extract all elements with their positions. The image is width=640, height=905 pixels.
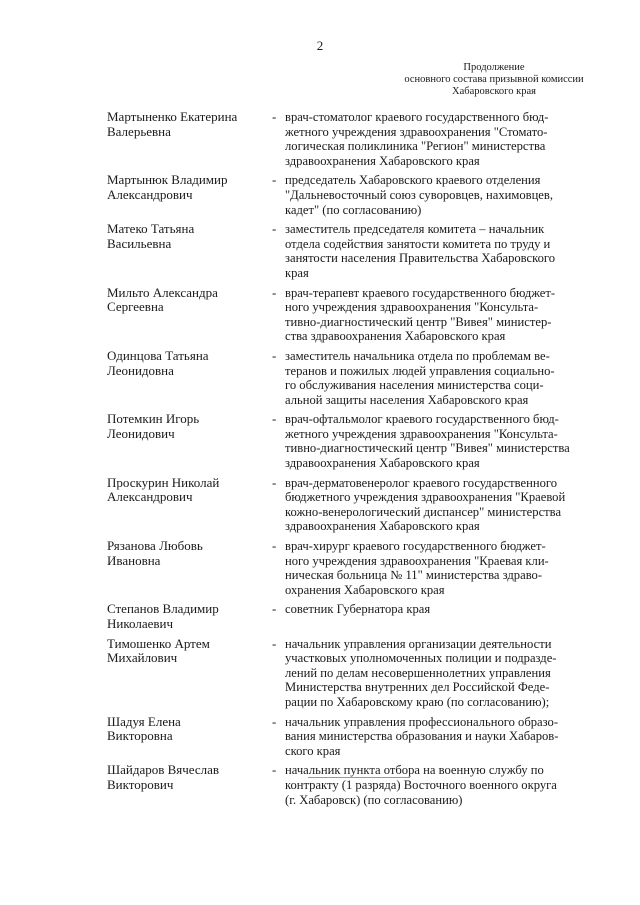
member-position: начальник пункта отбора на военную службу по контракту (1 разряда) Восточного военного округа (г. Хабаровск) (по согласованию) (285, 763, 557, 807)
member-name: Мартыненко Екатерина Валерьевна (107, 109, 238, 139)
member-name: Тимошенко Артем Михайлович (107, 635, 210, 666)
member-name: Шайдаров Вячеслав Викторович (107, 762, 220, 792)
member-position: врач-стоматолог краевого государственного бюд- жетного учреждения здравоохранения "Стомато- логическая поликлиника "Регион" министерства здравоохранения Хабаровского края (285, 110, 549, 168)
continuation-heading (372, 62, 616, 98)
member-position: врач-хирург краевого государственного бюджет- ного учреждения здравоохранения "Краевая кли- ническая больница № 11" министерства здраво- охранения Хабаровского края (285, 539, 549, 597)
member-dash: - (272, 538, 277, 554)
member-dash: - (272, 411, 277, 427)
member-name: Одинцова Татьяна Леонидовна (107, 347, 209, 378)
end-divider (308, 777, 410, 778)
member-dash: - (272, 762, 277, 778)
member-position: начальник управления профессионального образо- вания министерства образования и науки Хабаров- ского края (285, 714, 559, 758)
member-dash: - (272, 635, 277, 651)
member-row (107, 602, 615, 631)
member-name: Потемкин Игорь Леонидович (107, 411, 200, 441)
member-position: врач-офтальмолог краевого государственного бюд- жетного учреждения здравоохранения "Консульта- тивно-диагностический центр "Вивея" министерства здравоохранения Хабаровского края (285, 412, 570, 471)
member-row (107, 763, 615, 807)
member-dash: - (272, 474, 277, 490)
member-row (107, 286, 615, 344)
member-position: заместитель начальника отдела по проблемам ве- теранов и пожилых людей управления социально- го обслуживания населения министерства соци- альной защиты населения Хабаровского края (285, 348, 555, 407)
member-row (107, 110, 615, 168)
member-position: врач-дерматовенеролог краевого государственного бюджетного учреждения здравоохранения "Краевой кожно-венерологический диспансер" министерства здравоохранения Хабаровского края (285, 475, 566, 534)
member-name: Мартынюк Владимир Александрович (107, 172, 228, 202)
member-row (107, 222, 615, 280)
continuation-line: Хабаровского края (452, 86, 536, 97)
member-row (107, 476, 615, 534)
member-list (107, 110, 615, 812)
member-row (107, 539, 615, 597)
member-position: советник Губернатора края (285, 602, 431, 617)
continuation-line: основного состава призывной комиссии (404, 74, 584, 85)
member-dash: - (272, 109, 277, 124)
continuation-line: Продолжение (463, 62, 525, 73)
member-row (107, 173, 615, 217)
member-position: врач-терапевт краевого государственного бюджет- ного учреждения здравоохранения "Консульта- тивно-диагностический центр "Вивея" министер- ства здравоохранения Хабаровского края (285, 285, 556, 344)
member-dash: - (272, 284, 277, 300)
member-dash: - (272, 601, 277, 617)
member-row (107, 349, 615, 407)
member-name: Проскурин Николай Александрович (107, 474, 220, 505)
page-number: 2 (316, 38, 324, 53)
member-position: председатель Хабаровского краевого отделения "Дальневосточный союз суворовцев, нахимовцев, кадет" (по согласованию) (285, 173, 553, 217)
member-position: заместитель председателя комитета – начальник отдела содействия занятости комитета по труду и занятости населения Правительства Хабаровского края (285, 222, 556, 280)
member-position: начальник управления организации деятельности участковых уполномоченных полиции и подразде- лений по делам несовершеннолетних управления Министерства внутренних дел Российской Феде- рации по Хабаровскому краю (по согласованию); (285, 636, 557, 709)
member-name: Мильто Александра Сергеевна (107, 284, 218, 315)
member-name: Шадуя Елена Викторовна (107, 713, 181, 744)
member-dash: - (272, 347, 277, 363)
member-name: Матеко Татьяна Васильевна (107, 221, 195, 251)
member-row (107, 637, 615, 710)
member-dash: - (272, 713, 277, 729)
member-row (107, 412, 615, 470)
member-row (107, 715, 615, 759)
member-name: Рязанова Любовь Ивановна (107, 538, 203, 568)
member-name: Степанов Владимир Николаевич (107, 601, 219, 631)
member-dash: - (272, 172, 277, 188)
member-dash: - (272, 221, 277, 237)
